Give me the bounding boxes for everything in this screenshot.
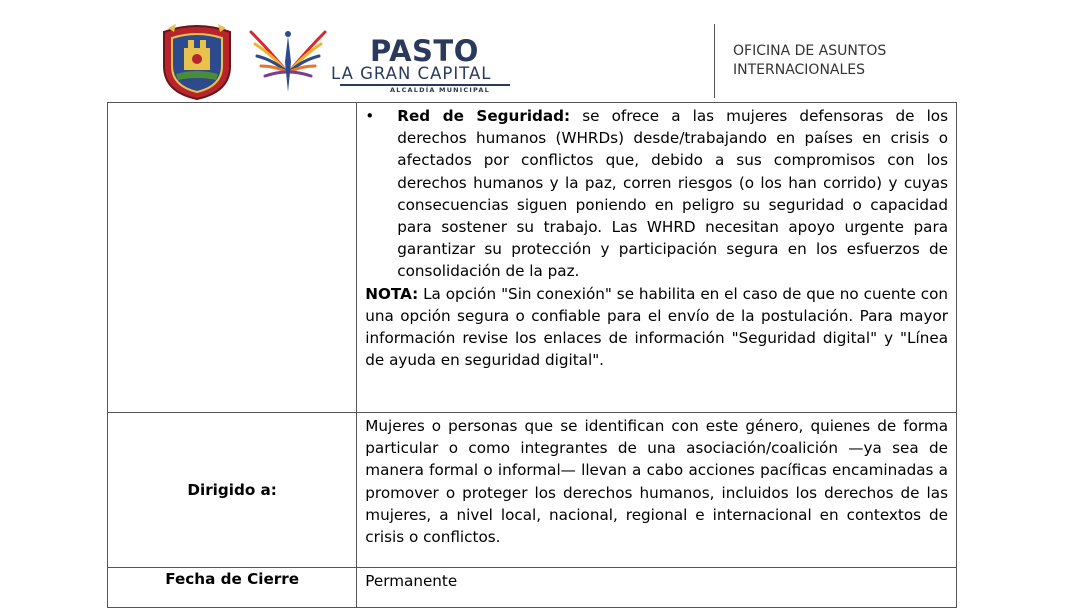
- table-cell-description: [357, 103, 957, 413]
- header-divider: [714, 24, 715, 98]
- bullet-text: se ofrece a las mujeres defensoras de los derechos humanos (WHRDs) desde/trabajando en países en crisis o afectados por conflictos que, debido a sus compromisos con los derechos humanos y la paz, corren riesgos (o los han corrido) y cuyas consecuencias siguen poniendo en peligro su seguridad o capacidad para sostener su trabajo. Las WHRD necesitan apoyo urgente para garantizar su protección y participación segura en los esfuerzos de consolidación de la paz.: [397, 107, 948, 281]
- brand-subtitle: LA GRAN CAPITAL: [331, 64, 492, 83]
- city-coat-of-arms-icon: [158, 22, 236, 100]
- office-name-line1: OFICINA DE ASUNTOS: [733, 43, 887, 59]
- table-row: [108, 413, 957, 568]
- note-title: NOTA:: [365, 284, 419, 303]
- bullet-marker: •: [365, 107, 375, 125]
- table-row: [108, 568, 957, 608]
- brand-title: PASTO: [370, 34, 479, 68]
- note-text: La opción "Sin conexión" se habilita en el caso de que no cuente con una opción segura o confiable para el envío de la postulación. Para mayor información revise los enlaces de información "Seguridad digital" y "Línea de ayuda en seguridad digital".: [365, 284, 948, 370]
- dirigido-label: Dirigido a:: [108, 413, 357, 568]
- brand-tagline: ALCALDÍA MUNICIPAL: [390, 86, 490, 94]
- call-details-table: [107, 102, 957, 608]
- document-header: [0, 0, 1068, 102]
- note-paragraph: [365, 283, 948, 372]
- closing-date-text: Permanente: [365, 572, 458, 590]
- table-row: [108, 103, 957, 413]
- office-name-line2: INTERNACIONALES: [733, 62, 866, 78]
- audience-text: Mujeres o personas que se identifican con este género, quienes de forma particular o como integrantes de una asociación/coalición —ya sea de manera formal o informal— llevan a cabo acciones pacíficas encaminadas a promover o proteger los derechos humanos, incluidos los derechos de las mujeres, a nivel local, nacional, regional e internacional en contextos de crisis o conflictos.: [365, 417, 948, 547]
- bullet-title: Red de Seguridad:: [397, 107, 571, 125]
- list-item: [365, 105, 948, 283]
- colorful-bird-logo-icon: [247, 22, 329, 94]
- table-cell-label-empty: [108, 103, 357, 413]
- table-cell-audience: [357, 413, 957, 568]
- fecha-cierre-label: Fecha de Cierre: [108, 568, 357, 608]
- office-name: [733, 42, 886, 80]
- table-cell-closing-date: [357, 568, 957, 608]
